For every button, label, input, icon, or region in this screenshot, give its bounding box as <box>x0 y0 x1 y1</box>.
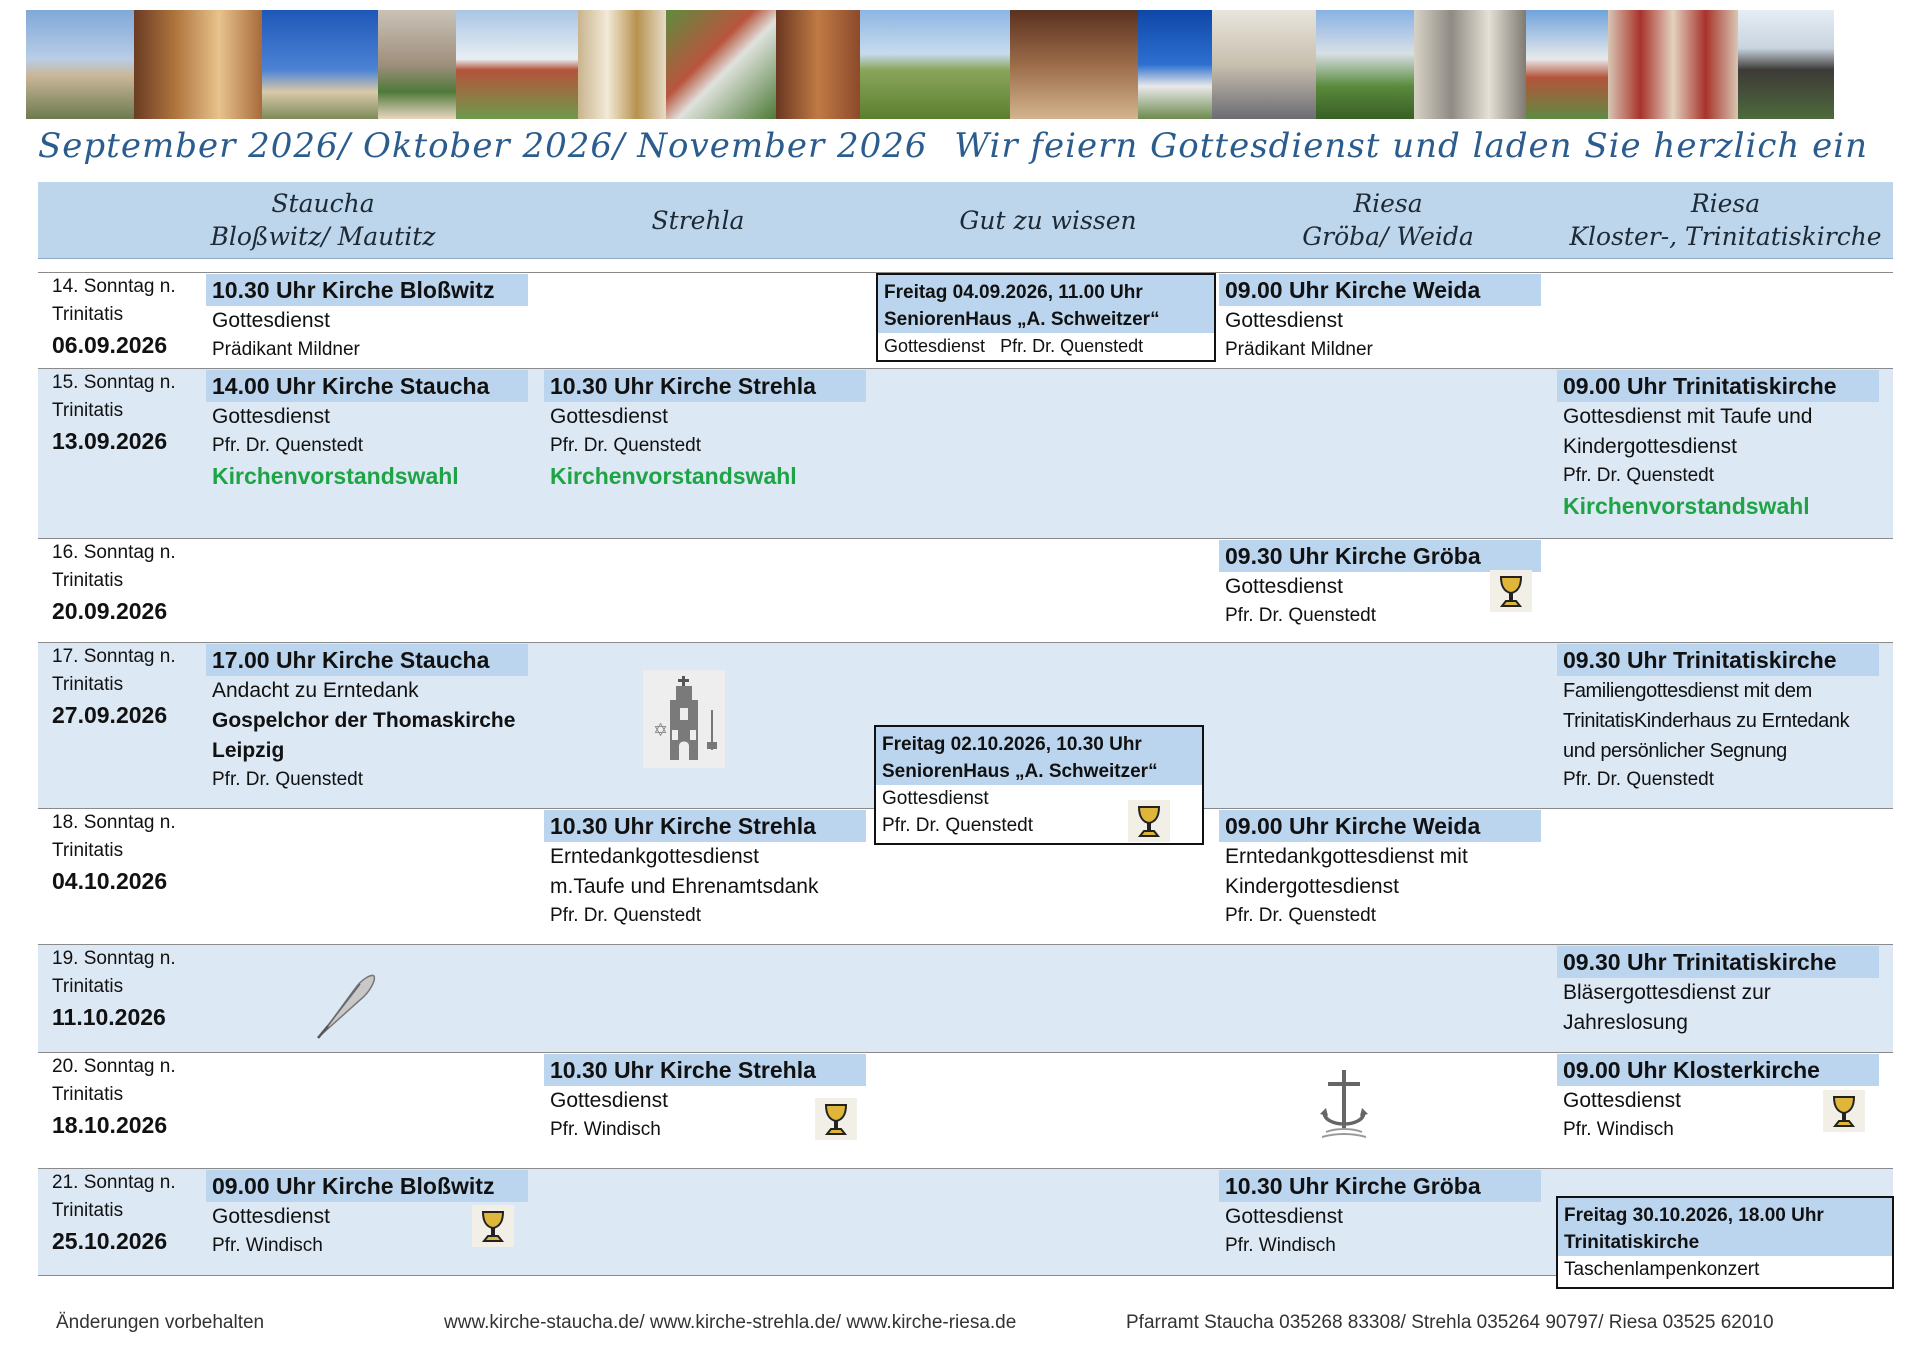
event-pastor: Prädikant Mildner <box>212 339 360 360</box>
sunday-date: 06.09.2026 <box>52 332 168 358</box>
sunday-date: 04.10.2026 <box>52 868 168 894</box>
chalice-icon <box>1490 570 1532 612</box>
photo-church-exterior <box>26 10 134 119</box>
sunday-name: 20. Sonntag n. <box>52 1056 176 1077</box>
quill-icon <box>314 968 378 1040</box>
info-box-flashlight-concert <box>1556 1196 1894 1289</box>
info-box-heading: Freitag 02.10.2026, 10.30 Uhr <box>876 727 1202 758</box>
photo-aerial-village <box>666 10 776 119</box>
column-header-band <box>38 182 1893 259</box>
column-header-line: Staucha <box>271 189 375 218</box>
chalice-icon <box>1128 800 1170 842</box>
sunday-sub: Trinitatis <box>52 570 124 591</box>
sunday-date: 25.10.2026 <box>52 1228 168 1254</box>
event-guest-cont: Leipzig <box>212 739 285 762</box>
column-header-line: Riesa <box>1690 189 1761 218</box>
event-staucha <box>212 274 528 364</box>
event-pastor: Pfr. Dr. Quenstedt <box>550 905 702 926</box>
photo-carved-figure <box>776 10 860 119</box>
period-title: September 2026/ Oktober 2026/ November 2026 <box>38 126 928 166</box>
event-type: Bläsergottesdienst zur <box>1563 981 1771 1004</box>
event-staucha <box>212 644 528 794</box>
column-header-staucha <box>168 182 478 258</box>
row-label <box>52 945 176 1031</box>
info-box-type: Gottesdienst <box>882 788 989 809</box>
event-pastor: Pfr. Windisch <box>212 1235 323 1256</box>
event-riesa-kloster <box>1563 370 1879 522</box>
event-time: 09.30 Uhr Trinitatiskirche <box>1557 644 1879 676</box>
event-time: 09.00 Uhr Kirche Weida <box>1219 274 1541 306</box>
info-box-heading: SeniorenHaus „A. Schweitzer“ <box>876 758 1202 785</box>
photo-strip <box>26 10 1900 119</box>
column-header-line: Riesa <box>1353 189 1423 218</box>
row-label <box>52 643 176 729</box>
chalice-icon <box>1823 1090 1865 1132</box>
sunday-name: 18. Sonntag n. <box>52 812 176 833</box>
row-label <box>52 369 176 455</box>
event-time: 09.30 Uhr Trinitatiskirche <box>1557 946 1879 978</box>
event-pastor: Pfr. Windisch <box>550 1119 661 1140</box>
event-type: Gottesdienst <box>212 309 330 332</box>
info-box-type: Gottesdienst <box>884 336 986 356</box>
sunday-date: 11.10.2026 <box>52 1004 166 1030</box>
event-type: Gottesdienst <box>550 1089 668 1112</box>
event-note: Kirchenvorstandswahl <box>550 463 797 489</box>
photo-church-red-roof <box>1526 10 1608 119</box>
row-label <box>52 1169 176 1255</box>
church-tower-icon <box>643 670 725 768</box>
event-type: Gottesdienst <box>212 405 330 428</box>
event-pastor: Pfr. Dr. Quenstedt <box>550 435 702 456</box>
photo-interior-benches <box>1212 10 1316 119</box>
event-type-cont: Kindergottesdienst <box>1563 435 1737 458</box>
event-type-cont: Kindergottesdienst <box>1225 875 1399 898</box>
sunday-name: 15. Sonntag n. <box>52 372 176 393</box>
event-pastor: Pfr. Dr. Quenstedt <box>212 435 364 456</box>
invitation-title: Wir feiern Gottesdienst und laden Sie herzlich ein <box>954 126 1868 166</box>
event-riesa-groeba <box>1225 274 1541 364</box>
info-box-heading: SeniorenHaus „A. Schweitzer“ <box>878 306 1214 333</box>
event-time: 09.00 Uhr Klosterkirche <box>1557 1054 1879 1086</box>
info-box-senior-home-sept <box>876 273 1216 362</box>
event-pastor: Prädikant Mildner <box>1225 339 1373 360</box>
sunday-date: 13.09.2026 <box>52 428 168 454</box>
photo-interior-red <box>1608 10 1738 119</box>
column-header-line: Bloßwitz/ Mautitz <box>210 222 436 251</box>
column-header-line: Kloster-, Trinitatiskirche <box>1569 222 1882 251</box>
info-box-heading: Freitag 04.09.2026, 11.00 Uhr <box>878 275 1214 306</box>
column-header-line: Strehla <box>651 205 745 235</box>
info-box-pastor: Pfr. Dr. Quenstedt <box>882 815 1034 836</box>
sunday-name: 16. Sonntag n. <box>52 542 176 563</box>
event-time: 10.30 Uhr Kirche Strehla <box>544 810 866 842</box>
row-bg-3 <box>38 538 1893 643</box>
sunday-sub: Trinitatis <box>52 400 124 421</box>
event-time: 10.30 Uhr Kirche Strehla <box>544 1054 866 1086</box>
row-label <box>52 1053 176 1139</box>
event-type: Familiengottesdienst mit dem <box>1563 680 1812 702</box>
row-label <box>52 809 176 895</box>
photo-landscape-fields <box>860 10 1010 119</box>
event-type: Gottesdienst mit Taufe und <box>1563 405 1813 428</box>
photo-tower-blue-sky <box>1138 10 1212 119</box>
event-time: 09.00 Uhr Kirche Weida <box>1219 810 1541 842</box>
event-time: 09.00 Uhr Trinitatiskirche <box>1557 370 1879 402</box>
sunday-date: 18.10.2026 <box>52 1112 168 1138</box>
event-type: Gottesdienst <box>1225 309 1343 332</box>
sunday-name: 17. Sonntag n. <box>52 646 176 667</box>
sunday-name: 14. Sonntag n. <box>52 276 176 297</box>
event-guest: Gospelchor der Thomaskirche <box>212 709 516 732</box>
event-type-cont: und persönlicher Segnung <box>1563 740 1787 762</box>
photo-altar-flowers <box>378 10 456 119</box>
info-box-heading: Trinitatiskirche <box>1558 1229 1892 1256</box>
sunday-name: 19. Sonntag n. <box>52 948 176 969</box>
event-pastor: Pfr. Dr. Quenstedt <box>212 769 364 790</box>
info-box-text <box>878 333 1214 360</box>
sunday-sub: Trinitatis <box>52 1200 124 1221</box>
info-box-heading: Freitag 30.10.2026, 18.00 Uhr <box>1558 1198 1892 1229</box>
event-type: Gottesdienst <box>1225 1205 1343 1228</box>
event-type: Gottesdienst <box>212 1205 330 1228</box>
event-pastor: Pfr. Dr. Quenstedt <box>1563 465 1715 486</box>
event-type-cont: m.Taufe und Ehrenamtsdank <box>550 875 819 898</box>
info-box-text: Taschenlampenkonzert <box>1564 1259 1760 1280</box>
event-riesa-kloster <box>1563 644 1879 794</box>
event-strehla <box>550 370 866 492</box>
event-staucha <box>212 370 528 492</box>
svg-text:✡: ✡ <box>653 720 669 741</box>
chalice-icon <box>472 1205 514 1247</box>
event-pastor: Pfr. Windisch <box>1563 1119 1674 1140</box>
sunday-date: 20.09.2026 <box>52 598 168 624</box>
row-label <box>52 539 176 625</box>
sunday-sub: Trinitatis <box>52 840 124 861</box>
event-type-cont: TrinitatisKinderhaus zu Erntedank <box>1563 710 1850 732</box>
row-label <box>52 273 176 359</box>
event-pastor: Pfr. Windisch <box>1225 1235 1336 1256</box>
sunday-sub: Trinitatis <box>52 304 124 325</box>
column-header-riesa-groeba <box>1228 182 1548 258</box>
event-type-cont: Jahreslosung <box>1563 1011 1688 1034</box>
column-header-strehla <box>548 182 848 258</box>
sunday-sub: Trinitatis <box>52 976 124 997</box>
sunday-sub: Trinitatis <box>52 1084 124 1105</box>
photo-church-interior-arches <box>134 10 262 119</box>
event-pastor: Pfr. Dr. Quenstedt <box>1225 605 1377 626</box>
event-time: 10.30 Uhr Kirche Gröba <box>1219 1170 1541 1202</box>
event-time: 17.00 Uhr Kirche Staucha <box>206 644 528 676</box>
photo-church-pews <box>1010 10 1138 119</box>
column-header-riesa-kloster <box>1558 182 1893 258</box>
sunday-date: 27.09.2026 <box>52 702 168 728</box>
event-type: Erntedankgottesdienst <box>550 845 759 868</box>
event-pastor: Pfr. Dr. Quenstedt <box>1225 905 1377 926</box>
photo-white-church <box>456 10 578 119</box>
event-riesa-groeba <box>1225 1170 1541 1260</box>
photo-dark-church <box>1738 10 1834 119</box>
photo-altar-ornate <box>578 10 666 119</box>
event-note: Kirchenvorstandswahl <box>212 463 459 489</box>
event-strehla <box>550 810 866 930</box>
column-header-line: Gut zu wissen <box>959 205 1137 235</box>
event-time: 10.30 Uhr Kirche Bloßwitz <box>206 274 528 306</box>
event-time: 10.30 Uhr Kirche Strehla <box>544 370 866 402</box>
cross-anchor-icon <box>1316 1066 1372 1142</box>
photo-church-tower <box>262 10 378 119</box>
event-time: 09.30 Uhr Kirche Gröba <box>1219 540 1541 572</box>
chalice-icon <box>815 1098 857 1140</box>
event-time: 14.00 Uhr Kirche Staucha <box>206 370 528 402</box>
photo-tower-trees <box>1316 10 1414 119</box>
footer-contacts: Pfarramt Staucha 035268 83308/ Strehla 035264 90797/ Riesa 03525 62010 <box>1126 1312 1774 1333</box>
event-type: Gottesdienst <box>1225 575 1343 598</box>
sunday-sub: Trinitatis <box>52 674 124 695</box>
event-riesa-kloster <box>1563 946 1879 1038</box>
info-box-pastor: Pfr. Dr. Quenstedt <box>1000 336 1144 356</box>
photo-organ <box>1414 10 1526 119</box>
column-header-line: Gröba/ Weida <box>1302 222 1474 251</box>
event-riesa-groeba <box>1225 810 1541 930</box>
column-header-gut-zu-wissen <box>878 182 1218 258</box>
event-note: Kirchenvorstandswahl <box>1563 493 1810 519</box>
sunday-name: 21. Sonntag n. <box>52 1172 176 1193</box>
footer-disclaimer: Änderungen vorbehalten <box>56 1312 265 1333</box>
footer-websites[interactable]: www.kirche-staucha.de/ www.kirche-strehla.de/ www.kirche-riesa.de <box>444 1312 1017 1333</box>
event-type: Gottesdienst <box>550 405 668 428</box>
event-time: 09.00 Uhr Kirche Bloßwitz <box>206 1170 528 1202</box>
event-type: Andacht zu Erntedank <box>212 679 419 702</box>
event-type: Gottesdienst <box>1563 1089 1681 1112</box>
event-type: Erntedankgottesdienst mit <box>1225 845 1468 868</box>
event-pastor: Pfr. Dr. Quenstedt <box>1563 769 1715 790</box>
